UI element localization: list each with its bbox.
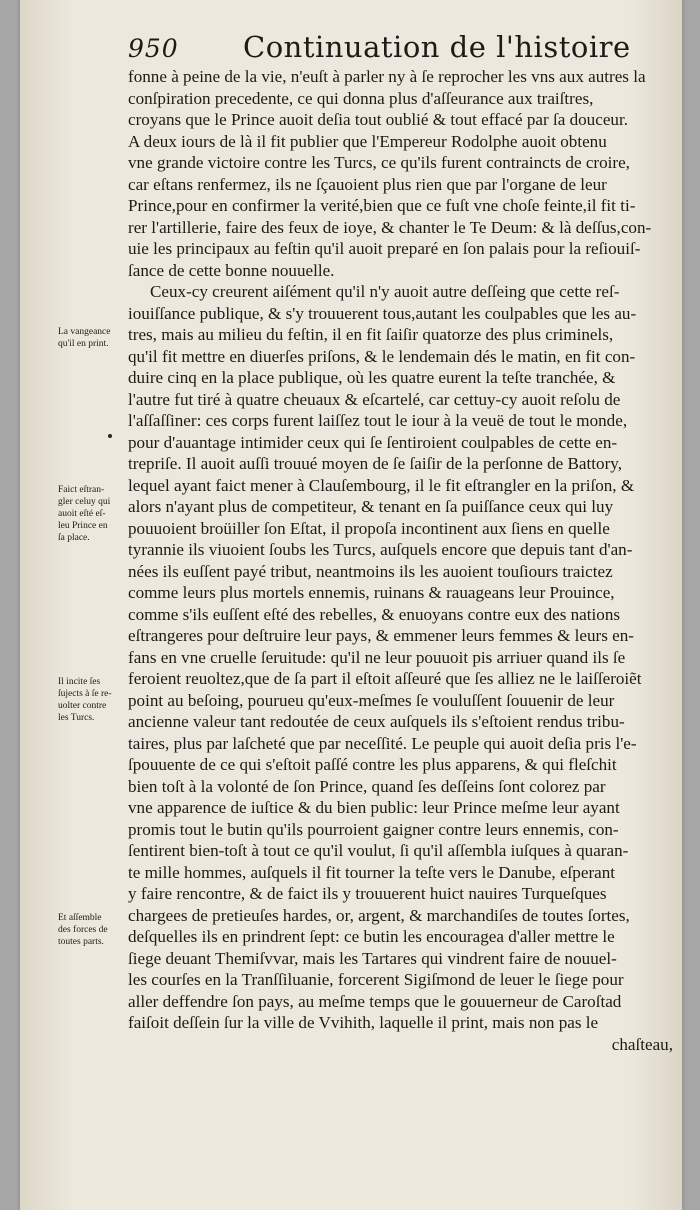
text-line: uie les principaux au feſtin qu'il auoit preparé en ſon palais pour la reſiouiſ-: [128, 239, 641, 258]
margin-note-line: ſujects à ſe re-: [58, 689, 112, 699]
margin-note-battory: [58, 484, 128, 544]
text-line: pouuoient broüiller ſon Eſtat, il propoſa incontinent aux ſiens en quelle: [128, 518, 610, 538]
text-line: comme s'ils euſſent eſté des rebelles, & enuoyans contre eux des nations: [128, 604, 621, 624]
text-line: deſquelles ils en prindrent ſept: ce butin les encouragea d'aller mettre le: [128, 927, 615, 946]
text-line: ſiege deuant Themiſvvar, mais les Tartares qui vindrent faire de nouuel-: [128, 948, 617, 968]
text-line: bien toſt à la volonté de ſon Prince, quand ſes deſſeins ſont colorez par: [128, 776, 606, 796]
text-line: faiſoit deſſein ſur la ville de Vvihith, laquelle il print, mais non pas le: [128, 1013, 599, 1032]
running-title: Continuation de l'histoire: [243, 30, 631, 64]
text-line: te mille hommes, auſquels il fit tourner la teſte vers le Danube, eſperant: [128, 862, 616, 882]
text-line: Ceux-cy creurent aiſément qu'il n'y auoit autre deſſeing que cette reſ-: [150, 282, 620, 301]
margin-note-line: des forces de: [58, 925, 108, 935]
text-line: l'autre fut tiré à quatre cheuaux & eſcartelé, car cettuy-cy auoit reſolu de: [128, 389, 621, 409]
text-line: aller deffendre ſon pays, au meſme temps que le gouuerneur de Caroſtad: [128, 991, 622, 1011]
margin-note-revolt: [58, 676, 128, 724]
catchword: chaſteau,: [611, 1034, 673, 1054]
text-line: pour d'auantage intimider ceux qui ſe ſentiroient coulpables de cette en-: [128, 432, 618, 452]
text-line: rer l'artillerie, faire des feux de ioye, & chanter le Te Deum: & là deſſus,con-: [128, 217, 652, 237]
text-line: qu'il fit mettre en diuerſes priſons, & le lendemain dés le matin, en fit con-: [128, 346, 636, 366]
margin-note-line: gler celuy qui: [58, 497, 111, 507]
text-line: croyans que le Prince auoit deſia tout oublié & tout effacé par ſa douceur.: [128, 110, 628, 129]
text-line: comme leurs plus mortels ennemis, ruinans & rauageans leur Prouince,: [128, 583, 615, 602]
text-line: l'aſſaſſiner: ces corps furent laiſſez tout le iour à la veuë de tout le monde,: [128, 411, 628, 430]
text-line: lequel ayant faict mener à Clauſembourg, il le fit eſtrangler en la priſon, &: [128, 475, 635, 495]
page-number: 950: [128, 34, 179, 63]
margin-note-line: La vangeance: [58, 327, 111, 337]
text-line: fonne à peine de la vie, n'euſt à parler ny à ſe reprocher les vns aux autres la: [128, 67, 646, 86]
text-line: ſance de cette bonne nouuelle.: [128, 260, 335, 280]
text-line: iouiſſance publique, & s'y trouuerent tous,autant les coulpables que les au-: [128, 303, 637, 323]
text-line: tres, mais au milieu du feſtin, il en fit ſaiſir quatorze des plus criminels,: [128, 325, 614, 344]
page-header: [128, 24, 648, 64]
text-line: point au beſoing, pourueu qu'eux-meſmes ſe vouluſſent ſouuenir de leur: [128, 690, 615, 710]
text-line: promis tout le butin qu'ils pourroient gaigner contre leurs ennemis, con-: [128, 819, 619, 839]
text-line: les courſes en la Tranſſiluanie, forcerent Sigiſmond de leuer le ſiege pour: [128, 970, 624, 989]
text-line: Prince,pour en confirmer la verité,bien que ce fuſt vne choſe feinte,il fit ti-: [128, 196, 636, 215]
text-line: vne grande victoire contre les Turcs, ce qu'ils furent contraincts de croire,: [128, 153, 630, 172]
margin-note-line: ſa place.: [58, 533, 90, 543]
text-line: nées ils euſſent payé tribut, neantmoins ils les auoient touſiours traictez: [128, 561, 613, 581]
margin-note-forces: [58, 912, 128, 948]
margin-note-line: toutes parts.: [58, 937, 104, 947]
text-line: ſentirent bien-toſt à tout ce qu'il voulut, ſi qu'il aſſembla iuſques à quaran-: [128, 841, 629, 860]
margin-note-vengeance: [58, 326, 128, 350]
margin-mark: [108, 434, 112, 438]
text-line: car eſtans renfermez, ils ne ſçauoient plus rien que par l'organe de leur: [128, 174, 607, 194]
text-line: duire cinq en la place publique, où les quatre eurent la teſte tranchée, &: [128, 368, 616, 387]
margin-note-line: les Turcs.: [58, 713, 95, 723]
margin-note-line: leu Prince en: [58, 521, 108, 531]
text-line: taires, plus par laſcheté que par neceſſité. Le peuple qui auoit deſia pris l'e-: [128, 733, 637, 753]
margin-note-line: Il incite ſes: [58, 677, 101, 687]
text-line: tyrannie ils viuoient ſoubs les Turcs, auſquels encore que depuis tant d'an-: [128, 540, 633, 559]
text-line: fans en vne cruelle ſeruitude: qu'il ne leur pouuoit pis arriuer quand ils ſe: [128, 647, 626, 667]
margin-note-line: Et aſſemble: [58, 913, 102, 923]
text-line: trepriſe. Il auoit auſſi trouué moyen de ſe ſaiſir de la perſonne de Battory,: [128, 454, 622, 473]
text-line: conſpiration precedente, ce qui donna plus d'aſſeurance aux traiſtres,: [128, 88, 594, 108]
text-line: eſtrangeres pour deſtruire leur pays, & emmener leurs femmes & leurs en-: [128, 626, 634, 645]
text-line: ancienne valeur tant redoutée de ceux auſquels ils s'eſtoient rendus tribu-: [128, 712, 625, 731]
margin-note-line: qu'il en print.: [58, 339, 109, 349]
text-line: ſpouuente de ce qui s'eſtoit paſſé contre les plus apparens, & qui fleſchit: [128, 755, 617, 774]
text-line: y faire rencontre, & de faict ils y trouuerent huict nauires Turqueſques: [128, 884, 607, 903]
text-line: feroient reuoltez,que de ſa part il eſtoit aſſeuré que ſes alliez ne le laiſſeroiẽt: [128, 669, 642, 688]
book-page: [20, 0, 682, 1210]
margin-note-line: uolter contre: [58, 701, 107, 711]
text-line: vne apparence de iuſtice & du bien public: leur Prince meſme leur ayant: [128, 798, 620, 817]
body-text: [128, 66, 673, 1055]
margin-note-line: Faict eſtran-: [58, 485, 105, 495]
text-line: alors n'ayant plus de competiteur, & tenant en ſa puiſſance ceux qui luy: [128, 497, 614, 516]
margin-note-line: auoit eſté eſ-: [58, 509, 106, 519]
text-line: A deux iours de là il fit publier que l'Empereur Rodolphe auoit obtenu: [128, 131, 607, 151]
text-line: chargees de pretieuſes hardes, or, argent, & marchandiſes de toutes ſortes,: [128, 905, 630, 925]
